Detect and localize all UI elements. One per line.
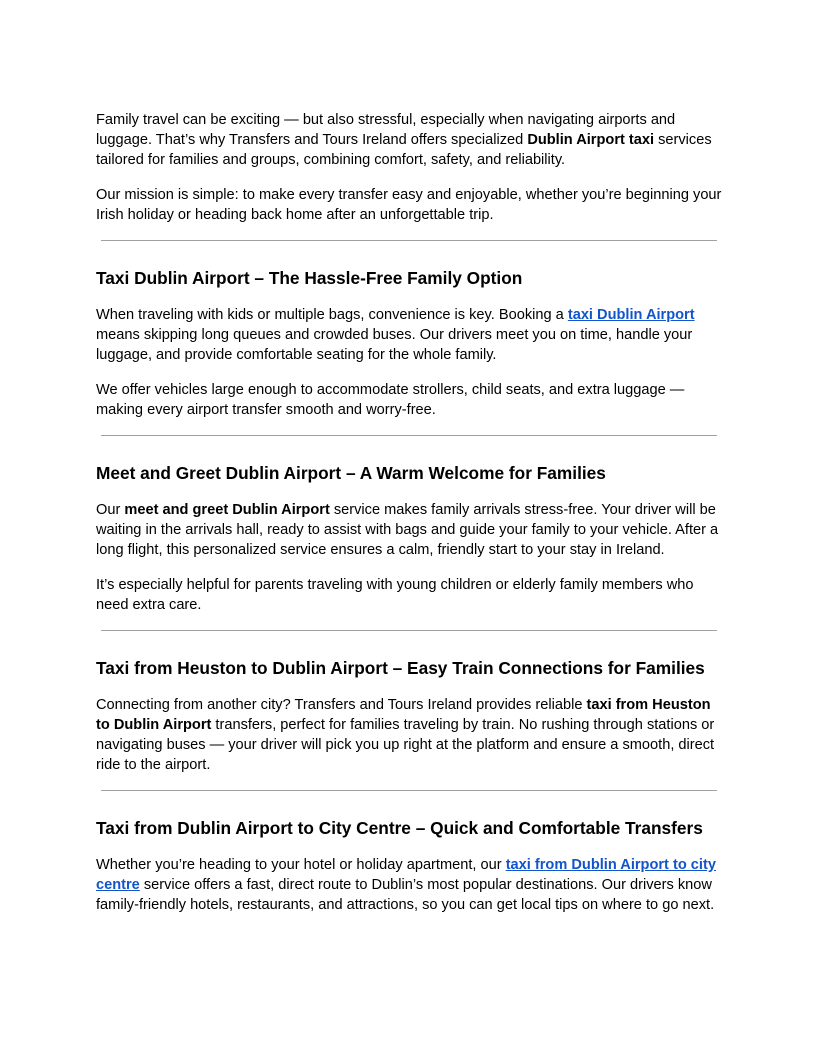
- divider: [101, 790, 717, 791]
- section3-paragraph-1: [96, 695, 722, 775]
- text-run: transfers, perfect for families traveling by train. No rushing through stations or navigating buses — your driver will pick you up right at the platform and ensure a smooth, direct ride to the airport.: [96, 717, 715, 773]
- bold-text: Dublin Airport taxi: [527, 132, 655, 148]
- text-run: means skipping long queues and crowded buses. Our drivers meet you on time, handle your luggage, and provide comfortable seating for the whole family.: [96, 327, 693, 363]
- divider: [101, 630, 717, 631]
- text-run: Whether you’re heading to your hotel or holiday apartment, our: [96, 857, 506, 873]
- intro-paragraph-2: Our mission is simple: to make every transfer easy and enjoyable, whether you’re beginning your Irish holiday or heading back home after an unforgettable trip.: [96, 187, 722, 223]
- bold-text: meet and greet Dublin Airport: [124, 502, 330, 518]
- text-run: services tailored for families and groups, combining comfort, safety, and reliability.: [96, 132, 712, 168]
- text-run: Our: [96, 502, 125, 518]
- taxi-dublin-airport-link[interactable]: taxi Dublin Airport: [567, 307, 695, 323]
- text-run: Connecting from another city? Transfers and Tours Ireland provides reliable: [96, 697, 587, 713]
- text-run: service makes family arrivals stress-free. Your driver will be waiting in the arrivals hall, ready to assist with bags and guide your family to your vehicle. After a long flight, this personalized service ensures a calm, friendly start to your stay in Ireland.: [96, 502, 719, 558]
- section1-paragraph-1: [96, 305, 722, 365]
- taxi-airport-to-city-centre-link[interactable]: taxi from Dublin Airport to city centre: [96, 857, 716, 893]
- text-run: When traveling with kids or multiple bags, convenience is key. Booking a: [96, 307, 568, 323]
- divider: [101, 240, 717, 241]
- section2-paragraph-1: [96, 500, 722, 560]
- section-heading: Taxi Dublin Airport – The Hassle-Free Family Option: [96, 268, 523, 288]
- section-heading: Taxi from Heuston to Dublin Airport – Easy Train Connections for Families: [96, 658, 705, 678]
- intro-paragraph-1: [96, 110, 722, 170]
- document-page: [96, 110, 722, 930]
- text-run: service offers a fast, direct route to Dublin’s most popular destinations. Our drivers know family-friendly hotels, restaurants, and attractions, so you can get local tips on where to go next.: [96, 877, 715, 913]
- section1-paragraph-2: We offer vehicles large enough to accommodate strollers, child seats, and extra luggage — making every airport transfer smooth and worry-free.: [96, 382, 685, 418]
- bold-text: taxi from Heuston to Dublin Airport: [96, 697, 711, 733]
- divider: [101, 435, 717, 436]
- section-heading: Meet and Greet Dublin Airport – A Warm Welcome for Families: [96, 463, 606, 483]
- section4-paragraph-1: [96, 855, 722, 915]
- section2-paragraph-2: It’s especially helpful for parents traveling with young children or elderly family members who need extra care.: [96, 577, 694, 613]
- text-run: Family travel can be exciting — but also stressful, especially when navigating airports and luggage. That’s why Transfers and Tours Ireland offers specialized: [96, 112, 676, 148]
- section-heading: Taxi from Dublin Airport to City Centre – Quick and Comfortable Transfers: [96, 818, 703, 838]
